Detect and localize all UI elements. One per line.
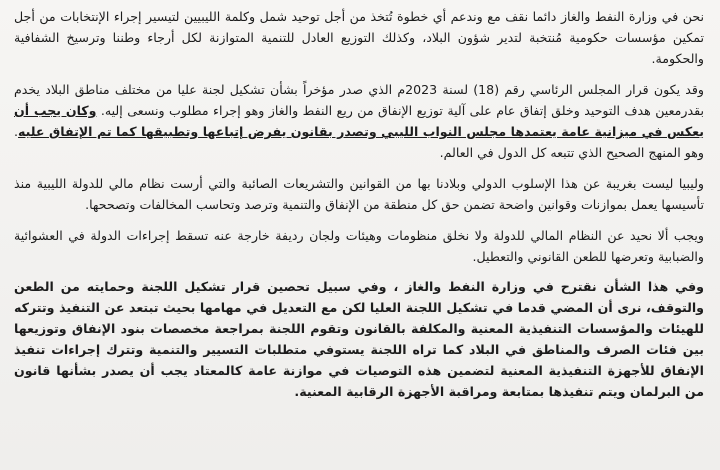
emphasized-budget-sentence: وكان يجب أن يعكس في ميزانية عامة يعتمدها مجلس النواب الليبي وتصدر بقانون يفرض إتباعها وتطبيقها كما تم الإتفاق عليه bbox=[14, 103, 704, 139]
paragraph-support-elections bbox=[14, 6, 704, 69]
paragraph-text: نحن في وزارة النفط والغاز دائما نقف مع وندعم أي خطوة تُتخذ من أجل توحيد شمل وكلمة الليبيين لتيسير إجراء الإنتخابات من أجل تمكين مؤسسات حكومية مُنتخبة لتدير شؤون البلاد، وكذلك التوزيع العادل للتنمية المتوازنة لكل أرجاء وطننا وترسيخ الشفافية والحكومة. bbox=[14, 9, 704, 66]
paragraph-text: ويجب ألا نحيد عن النظام المالي للدولة ولا نخلق منظومات وهيئات ولجان رديفة خارجة عنه تسقط إجراءات الدولة في العشوائية والضبابية وتعرضها للطعن القانوني والتعطيل. bbox=[14, 228, 704, 264]
paragraph-no-parallel-bodies bbox=[14, 225, 704, 267]
paragraph-text: . وهو المنهج الصحيح الذي تتبعه كل الدول في العالم. bbox=[14, 124, 704, 160]
paragraph-text: وليبيا ليست بغريبة عن هذا الإسلوب الدولي وبلادنا بها من القوانين والتشريعات الصائبة والتي أرست نظام مالي للدولة الليبية منذ تأسيسها يعمل بموازنات وقوانين واضحة تضمن حق كل منطقة من الإنفاق والتنمية وترصد وتحاسب المخالفات وتصححها. bbox=[14, 176, 704, 212]
paragraph-text: وفي هذا الشأن نقترح في وزارة النفط والغاز ، وفي سبيل تحصين قرار تشكيل اللجنة وحمايته من الطعن والتوقف، نرى أن المضي قدما في تشكيل اللجنة العليا لكن مع التعديل في مهامها بحيث تبتعد عن التنفيذ وتتركه للهيئات والمؤسسات التنفيذية المعنية والمكلفة بالقانون وتقوم اللجنة بمراجعة مخصصات بنود الإنفاق وتوزيعها بين فئات الصرف والمناطق في البلاد كما تراه اللجنة يستوفي متطلبات التسيير والتنمية وتترك إجراءات تنفيذ الإنفاق للأجهزة التنفيذية المعنية لتضمين هذه التوصيات في موازنة عامة كالمعتاد يجب أن يصدر بشأنها قانون من البرلمان ويتم تنفيذها بمتابعة ومراقبة الأجهزة الرقابية المعنية. bbox=[14, 279, 704, 399]
paragraph-ministry-proposal bbox=[14, 276, 704, 402]
paragraph-text: وقد يكون قرار المجلس الرئاسي رقم (18) لسنة 2023م الذي صدر مؤخراً بشأن تشكيل لجنة عليا من مختلف مناطق البلاد يخدم بقدرمعين هدف التوحيد وخلق إتفاق عام على آلية توزيع الإنفاق من ريع النفط والغاز وهو إجراء مطلوب ونسعى إليه. bbox=[14, 82, 704, 118]
paragraph-libya-financial-system bbox=[14, 173, 704, 215]
paragraph-presidential-decision bbox=[14, 79, 704, 163]
